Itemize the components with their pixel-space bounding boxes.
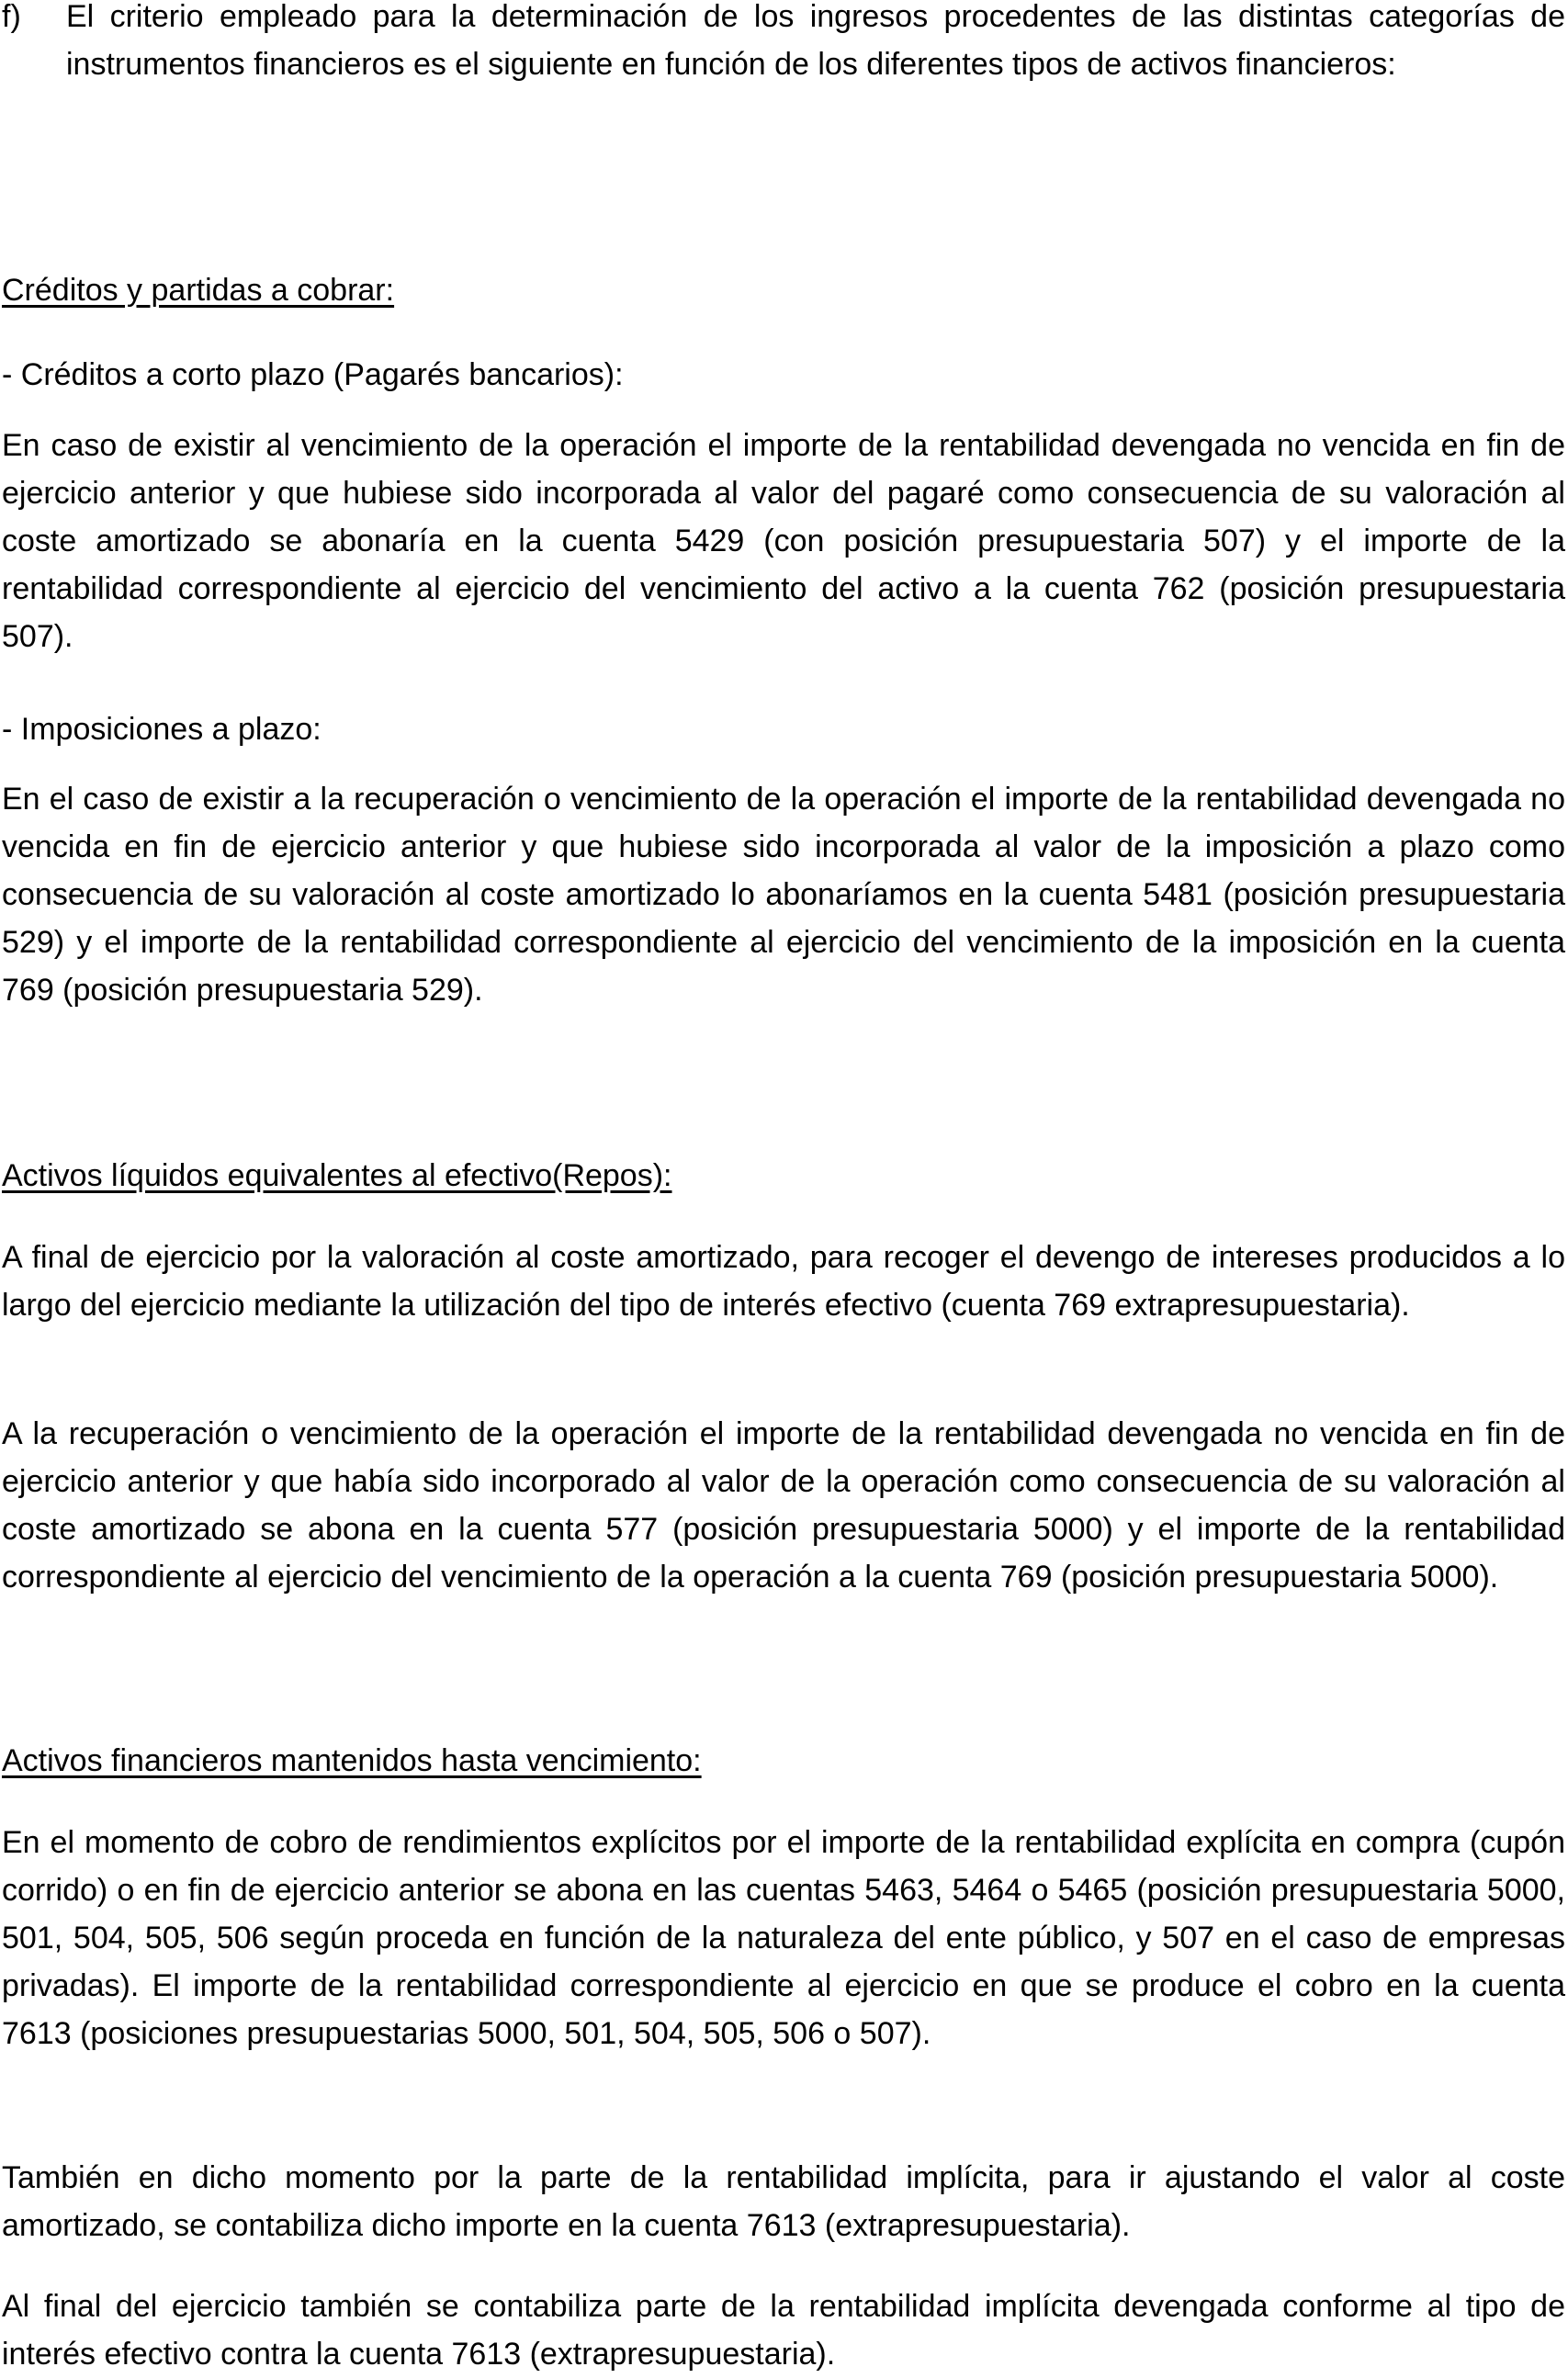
paragraph-imposiciones-plazo: En el caso de existir a la recuperación o vencimiento de la operación el importe de la rentabilidad devengada no vencida en fin de ejercicio anterior y que hubiese sido incorporada al valor de la imposición a plazo como consecuencia de su valoración al coste amortizado lo abonaríamos en la cuenta 5481 (posición presupuestaria 529) y el importe de la rentabilidad correspondiente al ejercicio del vencimiento de la imposición en la cuenta 769 (posición presupuestaria 529). <box>2 782 1565 1008</box>
paragraph-mantenidos-2: También en dicho momento por la parte de la rentabilidad implícita, para ir ajustando el valor al coste amortizado, se contabiliza dicho importe en la cuenta 7613 (extrapresupuestaria). <box>2 2160 1565 2243</box>
paragraph-activos-liquidos-2: A la recuperación o vencimiento de la operación el importe de la rentabilidad devengada no vencida en fin de ejercicio anterior y que había sido incorporado al valor de la operación como consecuencia de su valoración al coste amortizado se abona en la cuenta 577 (posición presupuestaria 5000) y el importe de la rentabilidad correspondiente al ejercicio del vencimiento de la operación a la cuenta 769 (posición presupuestaria 5000). <box>2 1416 1565 1595</box>
section-heading-activos-liquidos: Activos líquidos equivalentes al efectivo(Repos): <box>2 1158 672 1193</box>
list-marker: f) <box>2 0 21 34</box>
intro-paragraph: El criterio empleado para la determinación de los ingresos procedentes de las distintas categorías de instrumentos financieros es el siguiente en función de los diferentes tipos de activos financieros: <box>66 0 1565 82</box>
list-item-f <box>2 0 1565 88</box>
paragraph-mantenidos-1: En el momento de cobro de rendimientos explícitos por el importe de la rentabilidad explícita en compra (cupón corrido) o en fin de ejercicio anterior se abona en las cuentas 5463, 5464 o 5465 (posición presupuestaria 5000, 501, 504, 505, 506 según proceda en función de la naturaleza del ente público, y 507 en el caso de empresas privadas). El importe de la rentabilidad correspondiente al ejercicio en que se produce el cobro en la cuenta 7613 (posiciones presupuestarias 5000, 501, 504, 505, 506 o 507). <box>2 1825 1565 2051</box>
paragraph-creditos-corto-plazo: En caso de existir al vencimiento de la operación el importe de la rentabilidad devengada no vencida en fin de ejercicio anterior y que hubiese sido incorporada al valor del pagaré como consecuencia de su valoración al coste amortizado se abonaría en la cuenta 5429 (con posición presupuestaria 507) y el importe de la rentabilidad correspondiente al ejercicio del vencimiento del activo a la cuenta 762 (posición presupuestaria 507). <box>2 428 1565 654</box>
subheading-creditos-corto-plazo: - Créditos a corto plazo (Pagarés bancarios): <box>2 357 624 392</box>
section-heading-mantenidos: Activos financieros mantenidos hasta vencimiento: <box>2 1743 702 1778</box>
paragraph-activos-liquidos-1: A final de ejercicio por la valoración al coste amortizado, para recoger el devengo de intereses producidos a lo largo del ejercicio mediante la utilización del tipo de interés efectivo (cuenta 769 extrapresupuestaria). <box>2 1240 1565 1323</box>
subheading-imposiciones-plazo: - Imposiciones a plazo: <box>2 712 321 747</box>
paragraph-mantenidos-3: Al final del ejercicio también se contabiliza parte de la rentabilidad implícita devengada conforme al tipo de interés efectivo contra la cuenta 7613 (extrapresupuestaria). <box>2 2289 1565 2372</box>
section-heading-creditos: Créditos y partidas a cobrar: <box>2 273 395 308</box>
